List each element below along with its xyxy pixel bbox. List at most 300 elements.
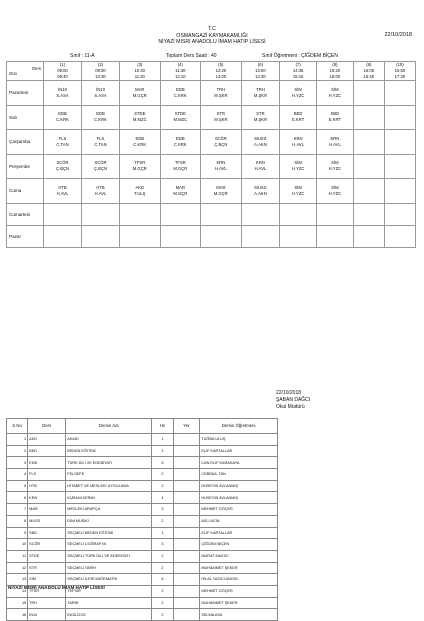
lesson-code: AKD: [135, 184, 145, 190]
lesson-teacher: M.ŞKR: [253, 92, 268, 98]
lesson-teacher: Ç.BÇN: [55, 166, 70, 172]
course-hs: 1: [152, 445, 173, 457]
lesson-cell: [353, 81, 384, 106]
course-ders: MAR: [28, 504, 66, 516]
course-no: 8: [7, 515, 28, 527]
course-ders: FLS: [28, 469, 66, 481]
course-adi: TÜRK DİLİ VE EDEBİYATI: [66, 457, 152, 469]
lesson-code: KRN: [216, 160, 226, 166]
lesson-teacher: Ç.BÇN: [214, 141, 228, 147]
course-yer: [173, 609, 200, 621]
course-hs: 4: [152, 492, 173, 504]
lesson-code: HTB: [58, 184, 67, 190]
course-row: [7, 434, 278, 446]
course-yer: [173, 527, 200, 539]
day-row: [7, 81, 416, 106]
course-ogretmen: MEHMET GÖÇER: [200, 504, 278, 516]
col-header-no: S.No: [7, 419, 28, 434]
course-yer: [173, 492, 200, 504]
course-adi: SEÇMELİ TARİH: [66, 562, 152, 574]
course-hs: 6: [152, 574, 173, 586]
period-number: (10): [396, 62, 404, 67]
course-row: [7, 550, 278, 562]
lesson-cell: [82, 81, 120, 106]
lesson-cell: [120, 105, 161, 130]
lesson-cell: [82, 203, 120, 225]
period-end: 13:00: [215, 74, 227, 79]
course-hs: 2: [152, 469, 173, 481]
lesson-code: SBD: [330, 111, 340, 117]
lesson-cell: [201, 203, 242, 225]
course-row: [7, 445, 278, 457]
day-row: [7, 179, 416, 204]
corner-ders: Ders: [32, 66, 41, 71]
period-end: 16:00: [329, 74, 341, 79]
lesson-cell: [280, 154, 317, 179]
lesson-cell: [82, 154, 120, 179]
course-adi: DİNİ MUSİKİ: [66, 515, 152, 527]
course-ogretmen: MEHMET GÖÇER: [200, 585, 278, 597]
lesson-cell: [120, 225, 161, 247]
lesson-cell: [241, 154, 280, 179]
lesson-code: TFSR: [174, 160, 186, 166]
day-name: Pazar: [7, 225, 44, 247]
lesson-code: EDB: [135, 135, 145, 141]
course-adi: İNGİLİZCE: [66, 609, 152, 621]
lesson-teacher: H.AVL: [214, 166, 227, 172]
course-hs: 5: [152, 457, 173, 469]
lesson-cell: [201, 130, 242, 155]
lesson-code: MAR: [135, 86, 145, 92]
course-adi: TARİH: [66, 597, 152, 609]
course-no: 2: [7, 445, 28, 457]
lesson-code: SCĞR: [214, 135, 227, 141]
course-ders: TFSR: [28, 585, 66, 597]
course-ders: KRN: [28, 492, 66, 504]
col-header-ogretmen: Dersin Öğretmeni: [200, 419, 278, 434]
course-no: 14: [7, 585, 28, 597]
lesson-teacher: H.AVL: [254, 166, 267, 172]
lesson-code: SİM: [294, 184, 302, 190]
course-ders: İN10: [28, 609, 66, 621]
period-header: [201, 62, 242, 81]
lesson-code: EDB: [176, 86, 185, 92]
lesson-teacher: M.GÇR: [173, 190, 188, 196]
lesson-teacher: H.YZC: [328, 190, 342, 196]
lesson-code: TRH: [256, 86, 265, 92]
lesson-teacher: H.YZC: [328, 92, 342, 98]
lesson-teacher: H.AVL: [56, 190, 69, 196]
course-ogretmen: SELMA ASA: [200, 609, 278, 621]
course-no: 10: [7, 539, 28, 551]
lesson-cell: [201, 179, 242, 204]
lesson-code: KRN: [256, 160, 265, 166]
course-ders: STDE: [28, 550, 66, 562]
lesson-teacher: H.YZC: [291, 92, 305, 98]
day-row: [7, 105, 416, 130]
course-hs: 1: [152, 434, 173, 446]
class-label: Sınıf : 11-A: [70, 53, 95, 59]
period-header: [120, 62, 161, 81]
lesson-code: FLS: [58, 135, 67, 141]
lesson-code: BED: [293, 111, 303, 117]
lesson-code: TFSR: [134, 160, 146, 166]
course-ders: EDB: [28, 457, 66, 469]
course-ders: HTB: [28, 480, 66, 492]
lesson-code: İN10: [58, 86, 67, 92]
course-no: 5: [7, 480, 28, 492]
lesson-cell: [353, 179, 384, 204]
lesson-teacher: M.MZC: [132, 117, 147, 123]
course-yer: [173, 457, 200, 469]
lesson-cell: [201, 105, 242, 130]
principal-title: Okul Müdürü: [276, 404, 305, 410]
lesson-teacher: M.GÇR: [213, 190, 228, 196]
lesson-cell: [241, 225, 280, 247]
course-ogretmen: MUHAMMET ŞEKER: [200, 562, 278, 574]
lesson-teacher: C.KRK: [173, 141, 187, 147]
lesson-cell: [317, 203, 354, 225]
lesson-cell: [241, 203, 280, 225]
day-name: Çarşamba: [7, 130, 44, 155]
course-adi: SEÇMELİ BEDEN EĞİTİMİ: [66, 527, 152, 539]
period-start: 15:20: [329, 68, 341, 73]
lesson-cell: [384, 81, 415, 106]
lesson-teacher: A.AKN: [254, 190, 267, 196]
lesson-code: KRN: [330, 135, 340, 141]
course-ders: SCĞR: [28, 539, 66, 551]
course-ogretmen: TUĞBA ULUŞ: [200, 434, 278, 446]
course-ogretmen: ELİF KARTALLAR: [200, 445, 278, 457]
course-ogretmen: HİLAL YAZICI ANGIN: [200, 574, 278, 586]
lesson-code: TRH: [216, 86, 226, 92]
period-end: 14:30: [255, 74, 266, 79]
period-start: 10:40: [134, 68, 146, 73]
day-row: [7, 225, 416, 247]
course-ogretmen: CEBRAİL TAN: [200, 469, 278, 481]
period-number: (2): [97, 62, 104, 67]
day-name: Perşembe: [7, 154, 44, 179]
period-end: 12:10: [175, 74, 186, 79]
lesson-teacher: A.AKN: [254, 141, 267, 147]
lesson-teacher: E.KRT: [292, 117, 305, 123]
period-header: [44, 62, 82, 81]
course-adi: SEÇMELİ İLERİ MATEMATİK: [66, 574, 152, 586]
col-header-adi: Dersin Adı: [66, 419, 152, 434]
lesson-cell: [384, 179, 415, 204]
lesson-cell: [353, 105, 384, 130]
lesson-cell: [241, 179, 280, 204]
course-ders: AKD: [28, 434, 66, 446]
period-start: 13:50: [255, 68, 266, 73]
lesson-cell: [317, 225, 354, 247]
course-hs: 2: [152, 597, 173, 609]
lesson-teacher: T.ULŞ: [134, 190, 146, 196]
lesson-code: STDE: [174, 111, 186, 117]
lesson-teacher: M.ŞKR: [214, 92, 228, 98]
total-hours-label: Toplam Ders Saati : 40: [166, 53, 217, 59]
lesson-cell: [120, 130, 161, 155]
period-start: 14:35: [292, 68, 304, 73]
lesson-code: MUSS: [254, 135, 267, 141]
lesson-code: MAR: [216, 184, 226, 190]
period-header: [317, 62, 354, 81]
lesson-code: EDB: [176, 135, 185, 141]
lesson-teacher: C.TAN: [94, 141, 107, 147]
lesson-teacher: C.KRK: [94, 117, 107, 123]
period-number: (6): [257, 62, 264, 67]
course-row: [7, 562, 278, 574]
lesson-cell: [44, 154, 82, 179]
period-header: [241, 62, 280, 81]
course-ogretmen: MUHAMMET ŞEKER: [200, 597, 278, 609]
course-row: [7, 457, 278, 469]
course-yer: [173, 562, 200, 574]
course-hs: 2: [152, 585, 173, 597]
course-no: 9: [7, 527, 28, 539]
lesson-cell: [44, 105, 82, 130]
lesson-cell: [353, 154, 384, 179]
course-hs: 3: [152, 504, 173, 516]
course-row: [7, 597, 278, 609]
lesson-cell: [317, 179, 354, 204]
course-yer: [173, 504, 200, 516]
course-ders: MUSS: [28, 515, 66, 527]
lesson-teacher: H.YZC: [291, 190, 305, 196]
course-adi: FELSEFE: [66, 469, 152, 481]
course-ogretmen: ASLI ACIN: [200, 515, 278, 527]
lesson-code: SİM: [294, 86, 302, 92]
course-adi: SEÇMELİ COĞRAFYA: [66, 539, 152, 551]
course-no: 11: [7, 550, 28, 562]
lesson-code: SCĞR: [56, 160, 69, 166]
lesson-code: SİM: [331, 86, 339, 92]
course-ogretmen: HÜSEYİN AVLANMIŞ: [200, 492, 278, 504]
lesson-teacher: M.ŞKR: [214, 117, 228, 123]
lesson-cell: [384, 225, 415, 247]
course-no: 15: [7, 597, 28, 609]
lesson-cell: [280, 179, 317, 204]
header-school: NİYAZİ MISRI ANADOLU İMAM HATİP LİSESİ: [158, 39, 266, 45]
col-header-hs: Hs: [152, 419, 173, 434]
lesson-cell: [241, 81, 280, 106]
course-hs: 1: [152, 527, 173, 539]
weekly-timetable: [6, 61, 416, 248]
lesson-code: STR: [256, 111, 265, 117]
course-row: [7, 609, 278, 621]
lesson-code: FLS: [96, 135, 105, 141]
course-yer: [173, 515, 200, 527]
lesson-cell: [280, 130, 317, 155]
lesson-teacher: M.GÇR: [173, 166, 188, 172]
lesson-cell: [44, 179, 82, 204]
col-header-yer: Yer: [173, 419, 200, 434]
course-ders: SİM: [28, 574, 66, 586]
course-ogretmen: HÜSEYİN AVLANMIŞ: [200, 480, 278, 492]
lesson-code: SİM: [331, 184, 339, 190]
lesson-cell: [384, 203, 415, 225]
course-hs: 2: [152, 515, 173, 527]
day-row: [7, 154, 416, 179]
lesson-cell: [201, 225, 242, 247]
course-row: [7, 504, 278, 516]
lesson-cell: [82, 179, 120, 204]
footer-school: NİYAZİ MISRI ANADOLU İMAM HATİP LİSESİ: [8, 585, 105, 590]
period-start: 16:50: [394, 68, 406, 73]
course-no: 13: [7, 574, 28, 586]
period-end: 17:30: [394, 74, 406, 79]
course-row: [7, 527, 278, 539]
lesson-teacher: H.YZC: [328, 166, 342, 172]
course-ogretmen: CAN ELİF KARAKAYA: [200, 457, 278, 469]
course-no: 3: [7, 457, 28, 469]
corner-cell: [7, 62, 44, 81]
lesson-cell: [44, 81, 82, 106]
period-start: 16:05: [363, 68, 375, 73]
lesson-code: EDB: [96, 111, 105, 117]
lesson-teacher: M.GÇR: [132, 166, 147, 172]
course-adi: KURANI KERİM: [66, 492, 152, 504]
day-name: Cumartesi: [7, 203, 44, 225]
day-row: [7, 203, 416, 225]
period-end: 15:15: [292, 74, 304, 79]
course-hs: 2: [152, 609, 173, 621]
course-ders: STR: [28, 562, 66, 574]
day-name: Pazartesi: [7, 81, 44, 106]
lesson-code: STDE: [134, 111, 146, 117]
lesson-cell: [353, 130, 384, 155]
course-ders: TRH: [28, 597, 66, 609]
lesson-cell: [280, 105, 317, 130]
lesson-cell: [201, 154, 242, 179]
course-hs: 3: [152, 539, 173, 551]
lesson-cell: [353, 225, 384, 247]
lesson-cell: [317, 81, 354, 106]
course-yer: [173, 550, 200, 562]
lesson-cell: [160, 105, 201, 130]
course-row: [7, 539, 278, 551]
col-header-ders: Ders: [28, 419, 66, 434]
day-row: [7, 130, 416, 155]
course-yer: [173, 539, 200, 551]
lesson-cell: [160, 225, 201, 247]
course-adi: HİTABET VE MESLEKİ UYGULAMA: [66, 480, 152, 492]
period-start: 11:30: [175, 68, 186, 73]
lesson-cell: [384, 130, 415, 155]
lesson-teacher: M.ŞKR: [253, 117, 268, 123]
lesson-teacher: C.KRK: [173, 92, 187, 98]
period-header: [280, 62, 317, 81]
course-hs: 2: [152, 480, 173, 492]
lesson-teacher: E.KRT: [328, 117, 342, 123]
corner-gun: Gün: [9, 71, 17, 76]
course-yer: [173, 597, 200, 609]
period-number: (5): [218, 62, 224, 67]
lesson-code: STR: [216, 111, 226, 117]
course-row: [7, 492, 278, 504]
lesson-cell: [120, 179, 161, 204]
lesson-code: MAR: [175, 184, 185, 190]
course-ders: BED: [28, 445, 66, 457]
period-end: 11:20: [134, 74, 145, 79]
lesson-teacher: M.GÇR: [132, 92, 147, 98]
lesson-cell: [280, 203, 317, 225]
lesson-cell: [241, 105, 280, 130]
course-yer: [173, 445, 200, 457]
lesson-cell: [280, 81, 317, 106]
course-yer: [173, 480, 200, 492]
period-number: (3): [137, 62, 143, 67]
lesson-code: SİM: [294, 160, 302, 166]
lesson-code: EDB: [58, 111, 67, 117]
course-no: 4: [7, 469, 28, 481]
course-row: [7, 574, 278, 586]
course-yer: [173, 585, 200, 597]
course-row: [7, 469, 278, 481]
lesson-code: HTB: [96, 184, 105, 190]
header-tc: T.C: [208, 26, 216, 32]
lesson-cell: [201, 81, 242, 106]
lesson-cell: [160, 154, 201, 179]
day-name: Cuma: [7, 179, 44, 204]
course-adi: MESLEKİ ARAPÇA: [66, 504, 152, 516]
lesson-cell: [280, 225, 317, 247]
lesson-cell: [241, 130, 280, 155]
lesson-cell: [82, 130, 120, 155]
period-header: [353, 62, 384, 81]
course-adi: TEFSİR: [66, 585, 152, 597]
period-number: (7): [295, 62, 301, 67]
course-row: [7, 480, 278, 492]
lesson-cell: [160, 130, 201, 155]
header-kaymakamlik: OSMANGAZİ KAYMAKAMLIĞI: [176, 32, 248, 39]
course-yer: [173, 574, 200, 586]
lesson-teacher: M.MZC: [173, 117, 188, 123]
period-start: 09:00: [57, 68, 68, 73]
lesson-code: SİM: [331, 160, 339, 166]
period-number: (4): [177, 62, 183, 67]
lesson-cell: [160, 179, 201, 204]
course-hs: 2: [152, 562, 173, 574]
lesson-teacher: C.KRK: [56, 117, 69, 123]
class-teacher-label: Sınıf Öğretmeni : ÇİĞDEM BİÇEN: [262, 53, 338, 59]
course-no: 16: [7, 609, 28, 621]
course-no: 1: [7, 434, 28, 446]
course-yer: [173, 434, 200, 446]
principal-name: ŞABAN DAĞCI: [276, 397, 311, 403]
course-yer: [173, 469, 200, 481]
lesson-cell: [317, 154, 354, 179]
period-end: 09:40: [57, 74, 68, 79]
lesson-cell: [317, 130, 354, 155]
lesson-teacher: Ç.BÇN: [93, 166, 108, 172]
course-ders: SBD: [28, 527, 66, 539]
course-no: 7: [7, 504, 28, 516]
lesson-cell: [120, 81, 161, 106]
course-adi: BEDEN EĞİTİMİ: [66, 445, 152, 457]
course-no: 6: [7, 492, 28, 504]
course-adi: AKAİD: [66, 434, 152, 446]
lesson-cell: [120, 203, 161, 225]
course-no: 12: [7, 562, 28, 574]
day-name: Salı: [7, 105, 44, 130]
period-header: [384, 62, 415, 81]
lesson-teacher: H.AVL: [94, 190, 107, 196]
period-end: 16:45: [363, 74, 375, 79]
lesson-cell: [44, 225, 82, 247]
course-ogretmen: ELİF KARTALLAR: [200, 527, 278, 539]
lesson-teacher: C.TAN: [56, 141, 69, 147]
